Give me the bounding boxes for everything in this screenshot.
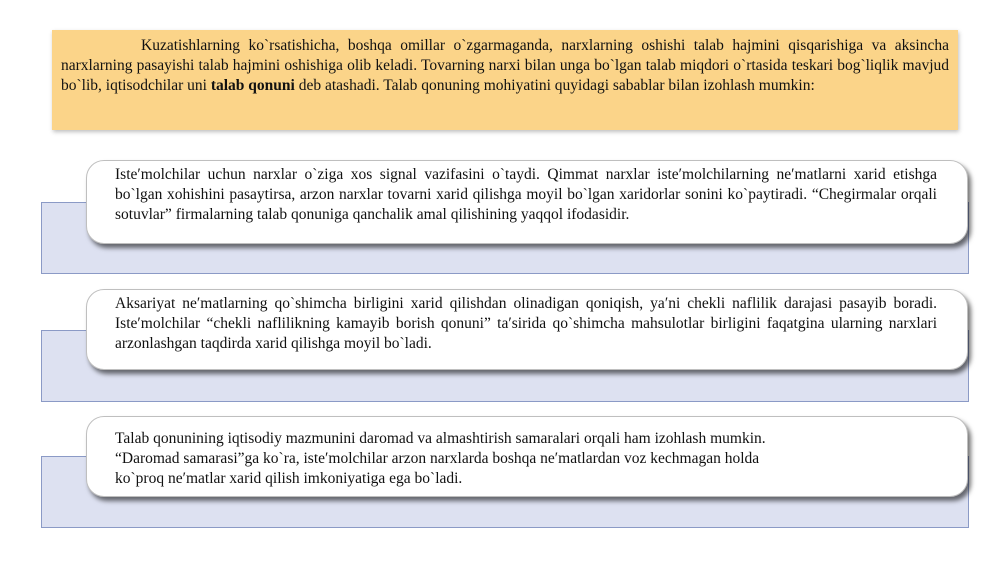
reason-card-1-text: Iste′molchilar uchun narxlar o`ziga xos signal vazifasini o`taydi. Qimmat narxlar iste′molchilarning ne′matlarni xarid etishga bo`lgan xohishini pasaytirsa, arzon narxlar tovarni xarid qilishga moyil bo`lgan xaridorlar sonini ko`paytiradi. “Chegirmalar orqali sotuvlar” firmalarning talab qonuniga qanchalik amal qilishining yaqqol ifodasidir. — [115, 166, 937, 223]
reason-card-1 — [86, 160, 968, 244]
intro-bold-term: talab qonuni — [210, 77, 295, 94]
reason-card-3-line-1: Talab qonunining iqtisodiy mazmunini daromad va almashtirish samaralari orqali ham izohlash mumkin. — [115, 430, 766, 447]
intro-box — [52, 30, 958, 130]
reason-card-2 — [86, 289, 968, 370]
intro-text-end: deb atashadi. Talab qonuning mohiyatini quyidagi sabablar bilan izohlash mumkin: — [294, 77, 815, 94]
intro-paragraph — [61, 36, 949, 96]
reason-card-3-line-2: “Daromad samarasi”ga ko`ra, iste′molchilar arzon narxlarda boshqa ne′matlardan voz kechmagan holda — [115, 450, 760, 467]
reason-card-3 — [86, 416, 968, 497]
reason-card-2-text: Aksariyat ne′matlarning qo`shimcha birligini xarid qilishdan olinadigan qoniqish, ya′ni chekli naflilik darajasi pasayib boradi. Iste′molchilar “chekli naflilikning kamayib borish qonuni” ta′sirida qo`shimcha mahsulotlar birligini faqatgina ularning narxlari arzonlashgan taqdirda xarid qilishga moyil bo`ladi. — [115, 295, 937, 352]
intro-text-start: Kuzatishlarning ko`rsatishicha, boshqa omillar o`zgarmaganda, narxlarning oshishi talab hajmini qisqarishiga va aksincha narxlarning pasayishi talab hajmini oshishiga olib keladi. Tovarning narxi bilan unga bo`lgan talab miqdori o`rtasida teskari bog`liqlik mavjud bo`lib, iqtisodchilar uni — [61, 37, 949, 94]
reason-card-3-line-3: ko`proq ne′matlar xarid qilish imkoniyatiga ega bo`ladi. — [115, 470, 463, 487]
